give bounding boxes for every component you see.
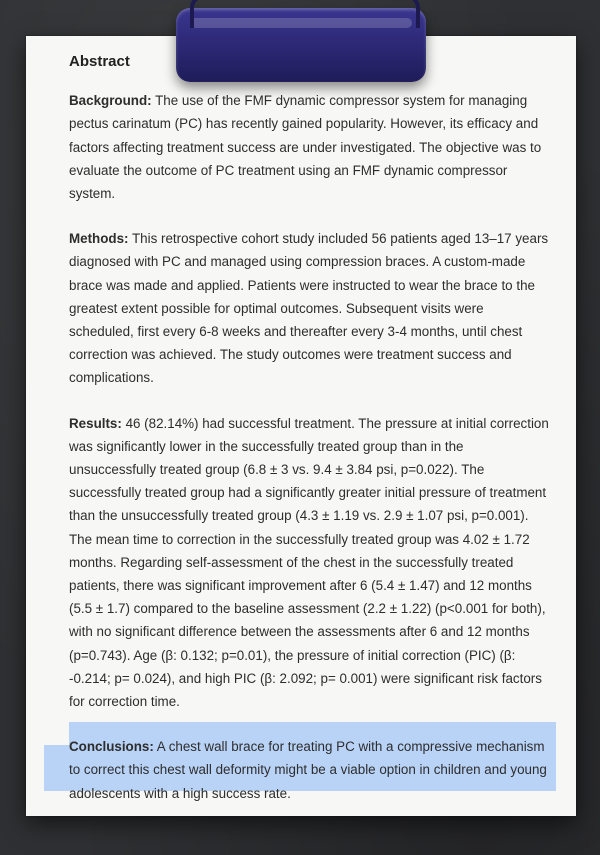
methods-text: This retrospective cohort study included 56 patients aged 13–17 years diagnosed with PC and managed using compression braces. A custom-made brace was made and applied. Patients were instructed to wear the brace to the greatest extent possible for optimal outcomes. Subsequent visits were scheduled, first every 6-8 weeks and thereafter every 3-4 months, until chest correction was achieved. The study outcomes were treatment success and complications. xyxy=(69,231,549,386)
methods-paragraph xyxy=(69,227,549,389)
clipboard-ring xyxy=(190,0,420,28)
abstract-content xyxy=(69,50,549,805)
methods-label: Methods: xyxy=(69,231,129,247)
conclusions-label: Conclusions: xyxy=(69,739,154,755)
results-paragraph xyxy=(69,412,549,714)
background-text: The use of the FMF dynamic compressor system for managing pectus carinatum (PC) has recently gained popularity. However, its efficacy and factors affecting treatment success are under investigated. The objective was to evaluate the outcome of PC treatment using an FMF dynamic compressor system. xyxy=(69,93,542,202)
results-label: Results: xyxy=(69,415,122,431)
abstract-heading: Abstract xyxy=(69,53,130,70)
background-label: Background: xyxy=(69,93,152,109)
conclusions-text: A chest wall brace for treating PC with a compressive mechanism to correct this chest wall deformity might be a viable option in children and young adolescents with a high success rate. xyxy=(69,739,547,801)
results-text: 46 (82.14%) had successful treatment. The pressure at initial correction was significantly lower in the successfully treated group than in the unsuccessfully treated group (6.8 ± 3 vs. 9.4 ± 3.84 psi, p=0.022). The successfully treated group had a significantly greater initial pressure of treatment than the unsuccessfully treated group (4.3 ± 1.19 vs. 2.9 ± 1.07 psi, p=0.001). The mean time to correction in the successfully treated group was 4.02 ± 1.72 months. Regarding self-assessment of the chest in the successfully treated patients, there was significant improvement after 6 (5.4 ± 1.47) and 12 months (5.5 ± 1.7) compared to the baseline assessment (2.2 ± 1.22) (p<0.001 for both), with no significant difference between the assessments after 6 and 12 months (p=0.743). Age (β: 0.132; p=0.01), the pressure of initial correction (PIC) (β: -0.214; p= 0.024), and high PIC (β: 2.092; p= 0.001) were significant risk factors for correction time. xyxy=(69,415,549,710)
background-paragraph xyxy=(69,89,549,205)
conclusions-paragraph[interactable] xyxy=(69,735,549,805)
